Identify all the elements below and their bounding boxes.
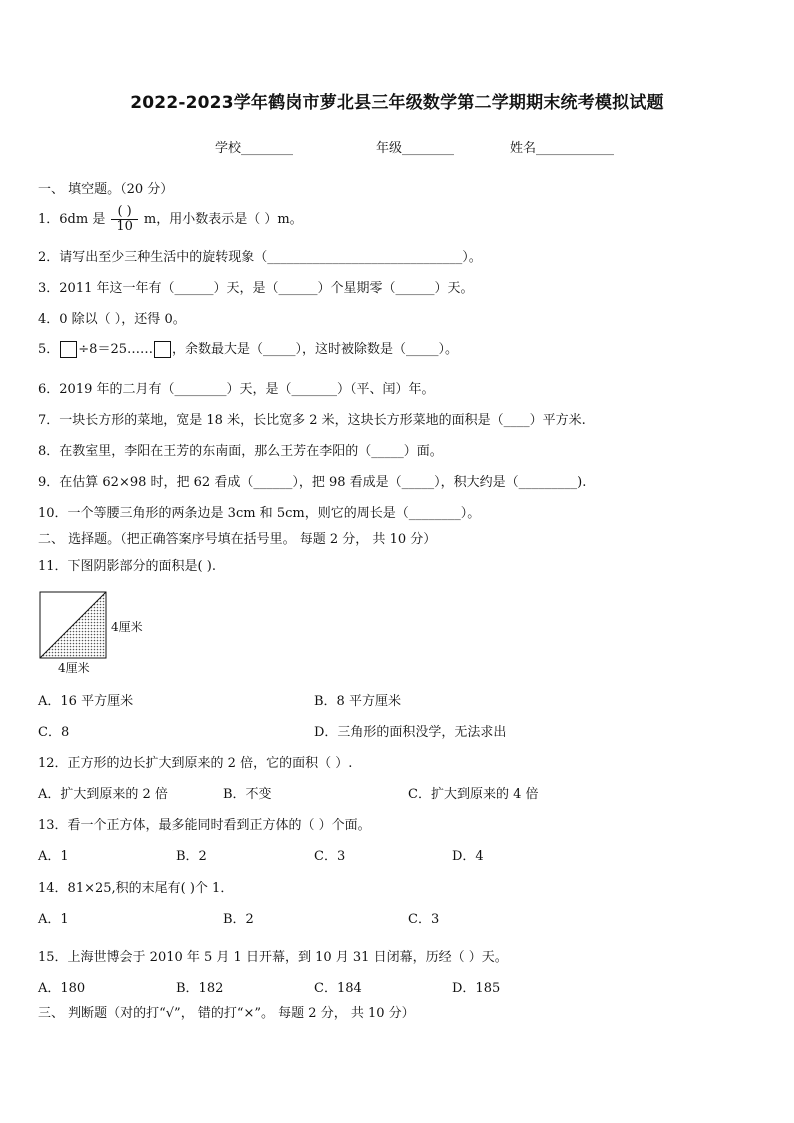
question-12-stem: 12．正方形的边长扩大到原来的 2 倍，它的面积（ ）. bbox=[38, 756, 353, 771]
question-13-stem: 13．看一个正方体，最多能同时看到正方体的（ ）个面。 bbox=[38, 818, 371, 833]
question-9: 9．在估算 62×98 时，把 62 看成（______），把 98 看成是（_____），积大约是（_________). bbox=[38, 475, 587, 490]
q12-option-b: B．不变 bbox=[223, 787, 272, 802]
q1-fraction bbox=[111, 205, 137, 234]
q13-option-a: A．1 bbox=[38, 849, 69, 864]
q14-option-b: B．2 bbox=[223, 912, 254, 927]
question-2: 2．请写出至少三种生活中的旋转现象（______________________________）。 bbox=[38, 250, 482, 265]
question-7: 7．一块长方形的菜地，宽是 18 米，长比宽多 2 米，这块长方形菜地的面积是（____）平方米. bbox=[38, 413, 586, 428]
q1-suffix: m，用小数表示是（ ）m。 bbox=[143, 212, 303, 227]
q5-suffix: ，余数最大是（_____），这时被除数是（_____）。 bbox=[172, 342, 459, 357]
q11-option-d: D．三角形的面积没学，无法求出 bbox=[314, 725, 507, 740]
q11-bottom-label: 4厘米 bbox=[58, 661, 90, 675]
question-1 bbox=[38, 204, 303, 236]
section-choice-header: 二、 选择题。（把正确答案序号填在括号里。 每题 2 分， 共 10 分） bbox=[38, 532, 437, 547]
grade-field: 年级________ bbox=[376, 141, 455, 156]
page-title: 2022-2023学年鹤岗市萝北县三年级数学第二学期期末统考模拟试题 bbox=[130, 93, 664, 113]
question-14-stem: 14．81×25,积的末尾有( )个 1． bbox=[38, 881, 234, 896]
question-6: 6．2019 年的二月有（________）天，是（_______）（平、闰）年。 bbox=[38, 382, 435, 397]
q11-side-label: 4厘米 bbox=[111, 620, 143, 634]
q14-option-a: A．1 bbox=[38, 912, 69, 927]
question-5 bbox=[38, 341, 458, 359]
q14-option-c: C．3 bbox=[408, 912, 440, 927]
section-fill-blank-header: 一、 填空题。（20 分） bbox=[38, 182, 174, 197]
q12-option-c: C．扩大到原来的 4 倍 bbox=[408, 787, 539, 802]
question-10: 10．一个等腰三角形的两条边是 3cm 和 5cm，则它的周长是（________）。 bbox=[38, 506, 481, 521]
q5-remainder-box bbox=[154, 341, 171, 358]
question-8: 8．在教室里，李阳在王芳的东南面，那么王芳在李阳的（_____）面。 bbox=[38, 444, 443, 459]
question-4: 4．0 除以（ ），还得 0。 bbox=[38, 312, 186, 327]
q5-dividend-box bbox=[60, 341, 77, 358]
q1-fraction-denominator: 10 bbox=[116, 219, 133, 234]
q13-option-b: B．2 bbox=[176, 849, 207, 864]
q13-option-c: C．3 bbox=[314, 849, 346, 864]
q13-option-d: D．4 bbox=[452, 849, 484, 864]
school-field: 学校________ bbox=[215, 141, 294, 156]
q15-option-d: D．185 bbox=[452, 981, 501, 996]
q5-number: 5． bbox=[38, 342, 60, 357]
q1-fraction-numerator: ( ) bbox=[111, 205, 137, 220]
question-11-stem: 11．下图阴影部分的面积是( ). bbox=[38, 559, 216, 574]
question-15-stem: 15．上海世博会于 2010 年 5 月 1 日开幕，到 10 月 31 日闭幕，历经（ ）天。 bbox=[38, 950, 508, 965]
q15-option-b: B．182 bbox=[176, 981, 224, 996]
q11-option-b: B．8 平方厘米 bbox=[314, 694, 401, 709]
q11-option-c: C．8 bbox=[38, 725, 70, 740]
q12-option-a: A．扩大到原来的 2 倍 bbox=[38, 787, 168, 802]
name-field: 姓名____________ bbox=[510, 141, 615, 156]
q1-prefix: 1．6dm 是 bbox=[38, 212, 106, 227]
q15-option-a: A．180 bbox=[38, 981, 86, 996]
q5-mid: ÷8＝25…… bbox=[78, 342, 153, 357]
section-true-false-header: 三、 判断题（对的打“√”， 错的打“×”。 每题 2 分， 共 10 分） bbox=[38, 1006, 415, 1021]
q11-option-a: A．16 平方厘米 bbox=[38, 694, 134, 709]
q15-option-c: C．184 bbox=[314, 981, 362, 996]
question-3: 3．2011 年这一年有（______）天，是（______）个星期零（______）天。 bbox=[38, 281, 474, 296]
